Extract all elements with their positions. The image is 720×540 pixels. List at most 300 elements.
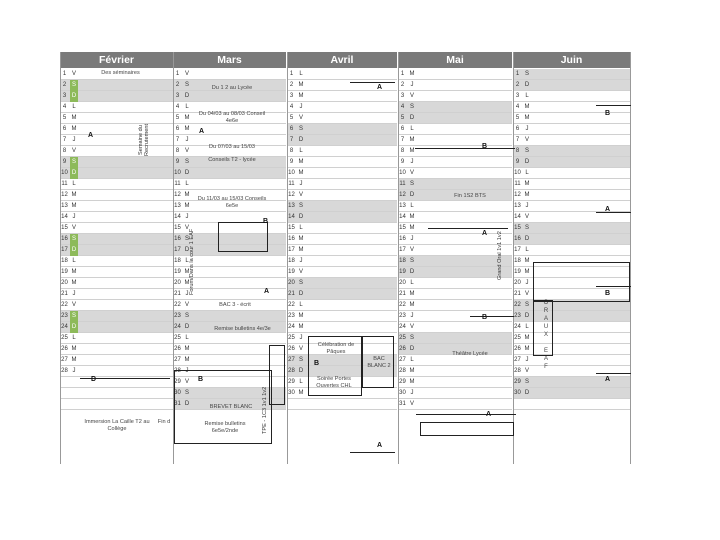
day-row bbox=[513, 311, 630, 322]
day-number: 2 bbox=[62, 82, 67, 88]
day-number: 29 bbox=[174, 379, 181, 385]
day-row bbox=[60, 311, 173, 322]
day-number: 19 bbox=[514, 269, 521, 275]
event-conseil-1: Du 04/03 au 08/03 Conseil 4e6e bbox=[198, 111, 266, 124]
day-letter: V bbox=[71, 225, 76, 231]
day-letter: M bbox=[71, 357, 77, 363]
day-row bbox=[513, 135, 630, 146]
day-number: 18 bbox=[288, 258, 295, 264]
day-letter: M bbox=[409, 214, 415, 220]
event-remise-1: Remise bulletins 4e/3e bbox=[214, 326, 271, 332]
day-number: 25 bbox=[174, 335, 181, 341]
day-number: 30 bbox=[399, 390, 406, 396]
day-letter: M bbox=[298, 236, 304, 242]
day-letter: D bbox=[184, 247, 190, 253]
day-number: 8 bbox=[400, 148, 405, 154]
marker-b: B bbox=[482, 143, 488, 150]
event-fin: Fin d bbox=[157, 419, 171, 425]
day-letter: S bbox=[409, 258, 414, 264]
oraux-letter: O bbox=[543, 300, 549, 306]
box-mai bbox=[420, 422, 514, 436]
day-row bbox=[60, 190, 173, 201]
day-letter: L bbox=[410, 203, 414, 209]
event-seminaires: Des séminaires bbox=[101, 70, 140, 76]
day-number: 4 bbox=[62, 104, 67, 110]
day-letter: M bbox=[298, 93, 304, 99]
day-number: 1 bbox=[400, 71, 405, 77]
day-row bbox=[398, 300, 512, 311]
day-number: 25 bbox=[61, 335, 68, 341]
day-letter: V bbox=[409, 170, 414, 176]
day-row bbox=[398, 333, 512, 344]
day-letter: D bbox=[70, 245, 78, 256]
day-row bbox=[398, 267, 512, 278]
day-row bbox=[173, 124, 286, 135]
day-row bbox=[173, 311, 286, 322]
day-row bbox=[513, 234, 630, 245]
day-row bbox=[513, 399, 630, 410]
event-celebration: Célébration de Pâques bbox=[317, 342, 355, 355]
day-letter: D bbox=[409, 115, 415, 121]
day-letter: V bbox=[71, 148, 76, 154]
day-number: 7 bbox=[62, 137, 67, 143]
day-row bbox=[287, 267, 397, 278]
day-letter: L bbox=[410, 280, 414, 286]
day-row bbox=[513, 146, 630, 157]
day-letter: S bbox=[184, 236, 189, 242]
day-number: 28 bbox=[399, 368, 406, 374]
day-number: 6 bbox=[175, 126, 180, 132]
day-number: 14 bbox=[288, 214, 295, 220]
day-row bbox=[398, 388, 512, 399]
day-letter: V bbox=[184, 302, 189, 308]
day-row bbox=[398, 157, 512, 168]
day-number: 22 bbox=[514, 302, 521, 308]
day-letter: D bbox=[524, 82, 530, 88]
day-row bbox=[398, 113, 512, 124]
day-letter: J bbox=[299, 258, 303, 264]
day-number: 28 bbox=[288, 368, 295, 374]
day-letter: M bbox=[524, 104, 530, 110]
day-row bbox=[398, 234, 512, 245]
day-row bbox=[513, 168, 630, 179]
day-letter: D bbox=[409, 346, 415, 352]
day-number: 17 bbox=[399, 247, 406, 253]
day-row bbox=[287, 179, 397, 190]
day-letter: L bbox=[72, 104, 76, 110]
day-number: 23 bbox=[399, 313, 406, 319]
day-row bbox=[60, 267, 173, 278]
day-letter: J bbox=[185, 368, 189, 374]
marker-b: B bbox=[482, 314, 488, 321]
day-row bbox=[60, 91, 173, 102]
event-remise-2: Remise bulletins 6e5e/2nde bbox=[204, 421, 246, 434]
day-letter: D bbox=[298, 368, 304, 374]
day-number: 6 bbox=[515, 126, 520, 132]
month-header-4: Juin bbox=[513, 52, 630, 68]
day-letter: S bbox=[298, 280, 303, 286]
day-letter: D bbox=[298, 137, 304, 143]
day-row bbox=[287, 399, 397, 410]
day-number: 23 bbox=[514, 313, 521, 319]
day-letter: M bbox=[71, 346, 77, 352]
day-row bbox=[287, 245, 397, 256]
day-row bbox=[287, 146, 397, 157]
day-number: 5 bbox=[400, 115, 405, 121]
day-letter: V bbox=[298, 192, 303, 198]
marker-a: A bbox=[486, 411, 492, 418]
day-number: 30 bbox=[288, 390, 295, 396]
day-number: 16 bbox=[174, 236, 181, 242]
day-row bbox=[513, 344, 630, 355]
day-letter: M bbox=[71, 126, 77, 132]
day-number: 25 bbox=[288, 335, 295, 341]
day-row bbox=[60, 179, 173, 190]
day-row bbox=[398, 168, 512, 179]
day-number: 24 bbox=[288, 324, 295, 330]
event-bac-blanc: BAC BLANC 2 bbox=[367, 356, 391, 369]
day-letter: L bbox=[72, 335, 76, 341]
event-forum-vertical: Forum/Dans la cour 1 EAF bbox=[189, 228, 195, 296]
day-number: 8 bbox=[62, 148, 67, 154]
day-letter: L bbox=[72, 258, 76, 264]
marker-a: A bbox=[377, 442, 383, 449]
day-letter: M bbox=[409, 302, 415, 308]
day-number: 15 bbox=[288, 225, 295, 231]
marker-a: A bbox=[605, 206, 611, 213]
event-bac-ecrit: BAC 3 - écrit bbox=[219, 302, 251, 308]
day-letter: M bbox=[71, 115, 77, 121]
day-letter: J bbox=[72, 291, 76, 297]
box-tpe bbox=[269, 345, 285, 405]
day-letter: M bbox=[409, 148, 415, 154]
day-row bbox=[287, 168, 397, 179]
day-row bbox=[513, 113, 630, 124]
day-letter: J bbox=[299, 181, 303, 187]
event-brevet: BREVET BLANC bbox=[209, 404, 253, 410]
day-number: 2 bbox=[175, 82, 180, 88]
day-letter: M bbox=[184, 115, 190, 121]
day-number: 22 bbox=[61, 302, 68, 308]
day-row bbox=[287, 300, 397, 311]
day-row bbox=[513, 157, 630, 168]
day-number: 1 bbox=[289, 71, 294, 77]
day-number: 17 bbox=[514, 247, 521, 253]
day-row bbox=[60, 300, 173, 311]
day-number: 6 bbox=[289, 126, 294, 132]
day-row bbox=[513, 201, 630, 212]
day-row bbox=[398, 135, 512, 146]
day-number: 4 bbox=[515, 104, 520, 110]
month-header-0: Février bbox=[60, 52, 173, 68]
day-number: 6 bbox=[62, 126, 67, 132]
day-letter: M bbox=[184, 280, 190, 286]
day-letter: M bbox=[409, 291, 415, 297]
event-theatre: Théâtre Lycée bbox=[452, 351, 488, 357]
day-row bbox=[513, 388, 630, 399]
day-letter: M bbox=[71, 280, 77, 286]
day-row bbox=[60, 80, 173, 91]
day-number: 25 bbox=[514, 335, 521, 341]
day-letter: V bbox=[524, 291, 529, 297]
day-letter: V bbox=[409, 247, 414, 253]
day-row bbox=[60, 366, 173, 377]
day-number: 6 bbox=[400, 126, 405, 132]
day-row bbox=[173, 333, 286, 344]
day-number: 24 bbox=[174, 324, 181, 330]
day-number: 14 bbox=[61, 214, 68, 220]
day-row bbox=[60, 344, 173, 355]
day-number: 22 bbox=[288, 302, 295, 308]
day-row bbox=[60, 201, 173, 212]
day-letter: D bbox=[298, 291, 304, 297]
day-letter: S bbox=[409, 181, 414, 187]
day-number: 2 bbox=[289, 82, 294, 88]
day-letter: L bbox=[525, 170, 529, 176]
day-number: 17 bbox=[174, 247, 181, 253]
day-letter: S bbox=[70, 80, 78, 91]
day-number: 4 bbox=[400, 104, 405, 110]
day-letter: S bbox=[524, 71, 529, 77]
day-letter: M bbox=[184, 357, 190, 363]
day-letter: J bbox=[525, 357, 529, 363]
day-row bbox=[398, 245, 512, 256]
day-letter: M bbox=[524, 192, 530, 198]
day-letter: V bbox=[409, 401, 414, 407]
box-forum bbox=[218, 222, 268, 252]
day-number: 15 bbox=[514, 225, 521, 231]
day-row bbox=[287, 102, 397, 113]
day-letter: L bbox=[185, 335, 189, 341]
day-row bbox=[60, 289, 173, 300]
day-letter: L bbox=[185, 258, 189, 264]
day-number: 31 bbox=[399, 401, 406, 407]
day-letter: D bbox=[184, 401, 190, 407]
day-row bbox=[287, 201, 397, 212]
day-row bbox=[513, 322, 630, 333]
month-header-2: Avril bbox=[287, 52, 397, 68]
day-letter: S bbox=[70, 311, 78, 322]
day-letter: S bbox=[184, 390, 189, 396]
day-number: 8 bbox=[515, 148, 520, 154]
marker-b: B bbox=[605, 290, 611, 297]
day-number: 7 bbox=[289, 137, 294, 143]
marker-a: A bbox=[605, 376, 611, 383]
day-row bbox=[287, 113, 397, 124]
day-number: 19 bbox=[174, 269, 181, 275]
day-letter: J bbox=[185, 214, 189, 220]
day-letter: V bbox=[524, 214, 529, 220]
day-number: 3 bbox=[175, 93, 180, 99]
day-number: 15 bbox=[399, 225, 406, 231]
day-letter: D bbox=[409, 192, 415, 198]
day-number: 22 bbox=[399, 302, 406, 308]
day-number: 19 bbox=[61, 269, 68, 275]
day-letter: D bbox=[524, 159, 530, 165]
day-letter: S bbox=[70, 157, 78, 168]
day-letter: M bbox=[524, 346, 530, 352]
day-number: 12 bbox=[288, 192, 295, 198]
day-row bbox=[287, 190, 397, 201]
oraux-letter: A bbox=[543, 316, 548, 322]
day-row bbox=[398, 278, 512, 289]
day-letter: V bbox=[298, 346, 303, 352]
day-number: 2 bbox=[515, 82, 520, 88]
day-row bbox=[398, 69, 512, 80]
day-letter: L bbox=[185, 104, 189, 110]
day-number: 29 bbox=[288, 379, 295, 385]
day-number: 18 bbox=[61, 258, 68, 264]
day-letter: D bbox=[184, 93, 190, 99]
day-letter: S bbox=[298, 357, 303, 363]
day-number: 27 bbox=[288, 357, 295, 363]
day-letter: V bbox=[184, 71, 189, 77]
marker-b: B bbox=[198, 376, 204, 383]
marker-a: A bbox=[482, 230, 488, 237]
day-letter: J bbox=[410, 236, 414, 242]
day-row bbox=[513, 80, 630, 91]
day-row bbox=[513, 366, 630, 377]
day-letter: S bbox=[184, 82, 189, 88]
day-number: 15 bbox=[61, 225, 68, 231]
day-letter: L bbox=[299, 148, 303, 154]
day-letter: J bbox=[410, 313, 414, 319]
day-letter: L bbox=[410, 357, 414, 363]
day-letter: M bbox=[184, 269, 190, 275]
day-row bbox=[60, 388, 173, 399]
day-row bbox=[398, 377, 512, 388]
day-number: 3 bbox=[400, 93, 405, 99]
day-letter: J bbox=[299, 335, 303, 341]
day-number: 4 bbox=[289, 104, 294, 110]
day-letter: M bbox=[409, 225, 415, 231]
line-juin-4 bbox=[596, 373, 631, 374]
day-number: 28 bbox=[174, 368, 181, 374]
day-letter: J bbox=[72, 214, 76, 220]
oraux-letter: A bbox=[543, 356, 548, 362]
day-letter: J bbox=[299, 104, 303, 110]
day-letter: L bbox=[299, 302, 303, 308]
day-letter: D bbox=[184, 170, 190, 176]
day-row bbox=[513, 91, 630, 102]
day-number: 10 bbox=[288, 170, 295, 176]
day-row bbox=[287, 223, 397, 234]
day-number: 13 bbox=[61, 203, 68, 209]
day-row bbox=[513, 333, 630, 344]
day-number: 7 bbox=[175, 137, 180, 143]
marker-a: A bbox=[199, 128, 205, 135]
day-row bbox=[398, 179, 512, 190]
day-letter: V bbox=[71, 302, 76, 308]
day-number: 23 bbox=[61, 313, 68, 319]
day-row bbox=[287, 234, 397, 245]
day-number: 7 bbox=[400, 137, 405, 143]
day-letter: S bbox=[524, 148, 529, 154]
day-letter: M bbox=[71, 203, 77, 209]
day-letter: M bbox=[298, 170, 304, 176]
day-letter: J bbox=[525, 280, 529, 286]
event-grand-oral-vertical: Grand Oral 1v1 1v2 bbox=[497, 231, 503, 281]
line-avril-1 bbox=[350, 82, 395, 83]
day-number: 24 bbox=[514, 324, 521, 330]
day-number: 11 bbox=[399, 181, 406, 187]
day-letter: J bbox=[410, 159, 414, 165]
day-row bbox=[513, 223, 630, 234]
day-letter: J bbox=[185, 137, 189, 143]
day-row bbox=[60, 256, 173, 267]
day-number: 18 bbox=[514, 258, 521, 264]
day-number: 24 bbox=[399, 324, 406, 330]
column-divider bbox=[630, 52, 631, 464]
day-letter: V bbox=[524, 368, 529, 374]
day-number: 10 bbox=[174, 170, 181, 176]
day-letter: D bbox=[409, 269, 415, 275]
day-letter: L bbox=[525, 324, 529, 330]
line-avril-2 bbox=[350, 452, 395, 453]
day-number: 14 bbox=[514, 214, 521, 220]
day-number: 19 bbox=[399, 269, 406, 275]
marker-a: A bbox=[88, 132, 94, 139]
day-number: 11 bbox=[61, 181, 68, 187]
column-divider bbox=[513, 52, 514, 464]
day-number: 8 bbox=[175, 148, 180, 154]
line-juin-2 bbox=[596, 212, 631, 213]
day-letter: M bbox=[409, 137, 415, 143]
day-number: 17 bbox=[288, 247, 295, 253]
day-row bbox=[398, 212, 512, 223]
day-number: 26 bbox=[174, 346, 181, 352]
day-letter: J bbox=[525, 203, 529, 209]
day-letter: M bbox=[524, 181, 530, 187]
day-letter: V bbox=[409, 93, 414, 99]
day-row bbox=[513, 124, 630, 135]
oraux-letter: F bbox=[544, 364, 548, 370]
day-letter: S bbox=[524, 225, 529, 231]
day-row bbox=[287, 212, 397, 223]
day-number: 13 bbox=[514, 203, 521, 209]
day-number: 20 bbox=[61, 280, 68, 286]
day-number: 10 bbox=[514, 170, 521, 176]
day-number: 13 bbox=[288, 203, 295, 209]
box-juin-2 bbox=[533, 300, 553, 356]
day-number: 1 bbox=[175, 71, 180, 77]
day-number: 20 bbox=[514, 280, 521, 286]
day-letter: M bbox=[409, 379, 415, 385]
day-number: 9 bbox=[515, 159, 520, 165]
day-number: 2 bbox=[400, 82, 405, 88]
day-letter: M bbox=[184, 203, 190, 209]
day-letter: V bbox=[298, 115, 303, 121]
month-header-3: Mai bbox=[398, 52, 512, 68]
day-number: 20 bbox=[174, 280, 181, 286]
day-row bbox=[398, 201, 512, 212]
day-number: 8 bbox=[289, 148, 294, 154]
event-conseil-3: Conseils T2 - lycée bbox=[208, 157, 256, 163]
day-number: 30 bbox=[174, 390, 181, 396]
marker-d: D bbox=[91, 376, 97, 383]
day-row bbox=[173, 69, 286, 80]
day-row bbox=[398, 80, 512, 91]
day-letter: S bbox=[524, 302, 529, 308]
day-row bbox=[513, 377, 630, 388]
day-letter: J bbox=[72, 368, 76, 374]
day-letter: M bbox=[184, 126, 190, 132]
event-tpe-vertical: TPE - 1C3 1v1 1v2 bbox=[262, 386, 268, 434]
day-number: 3 bbox=[515, 93, 520, 99]
day-letter: D bbox=[70, 322, 78, 333]
day-row bbox=[398, 124, 512, 135]
day-row bbox=[398, 102, 512, 113]
